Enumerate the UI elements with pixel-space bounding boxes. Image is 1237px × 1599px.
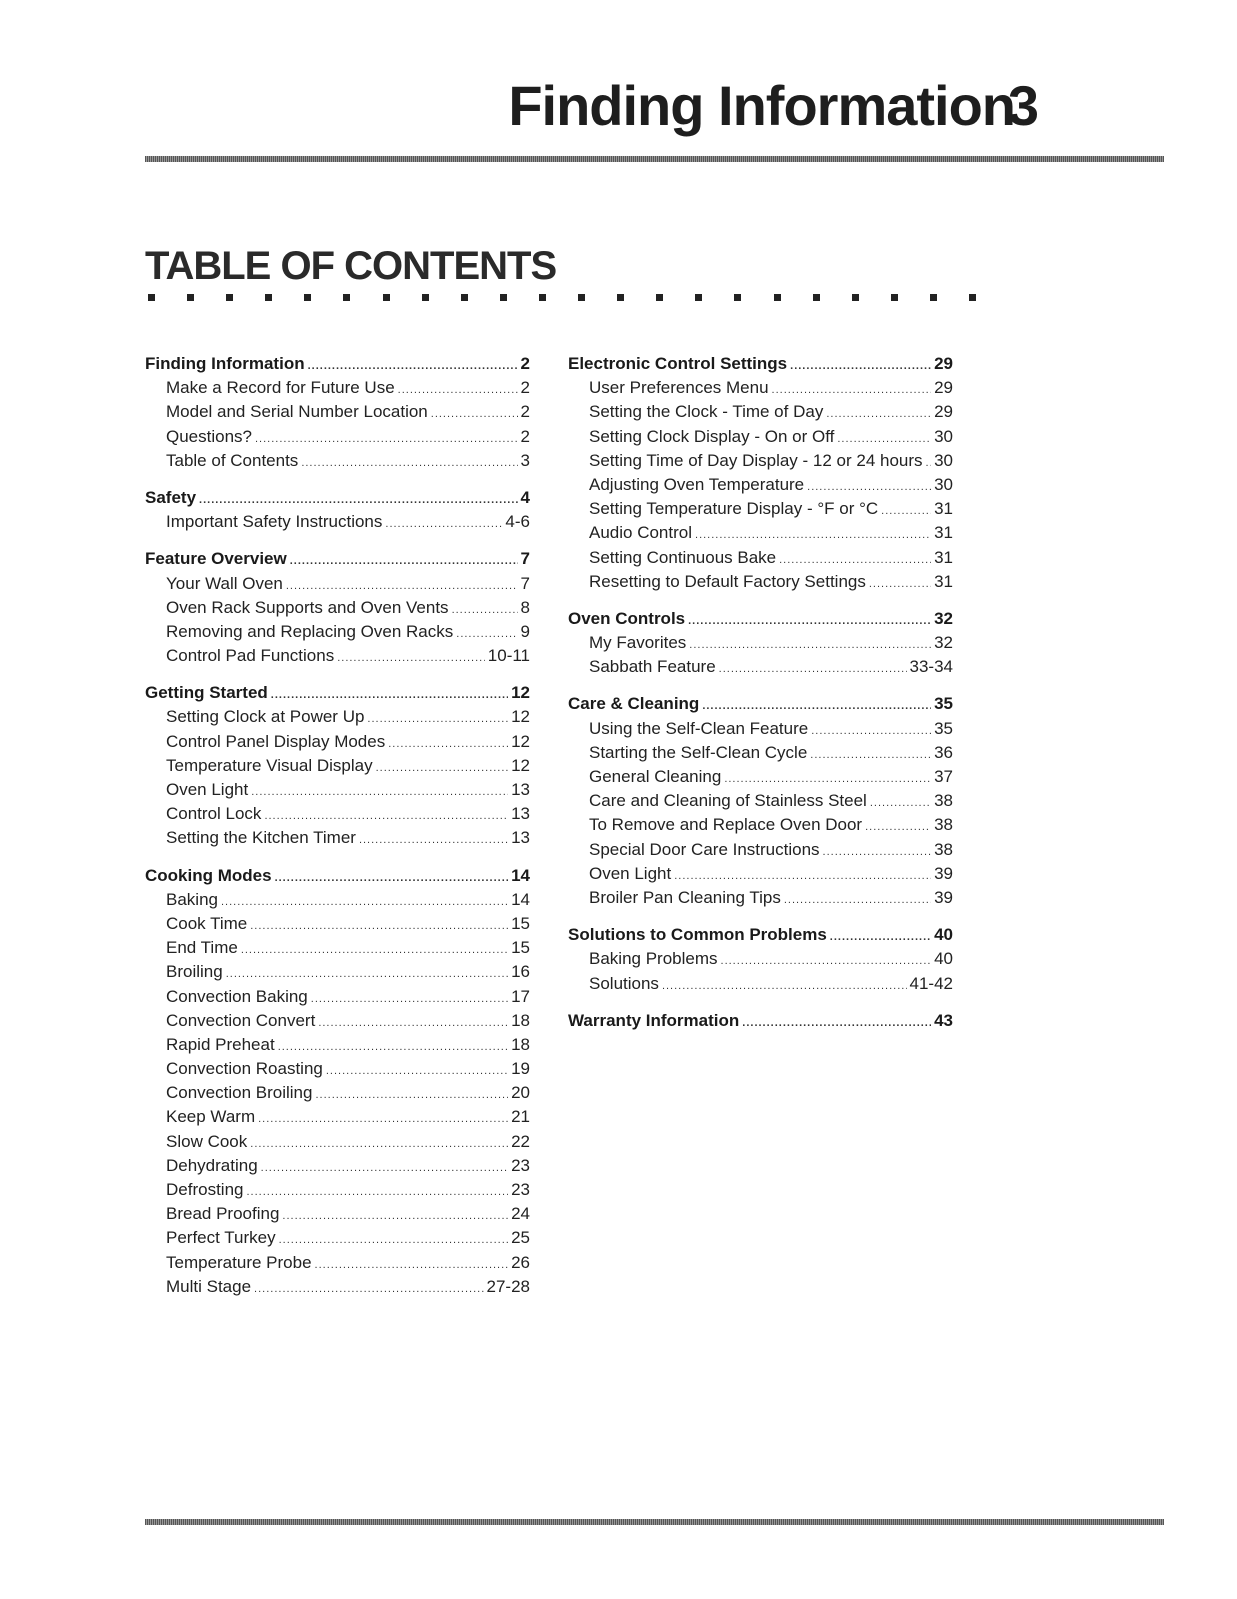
toc-right-column [568,352,953,1046]
toc-entry [145,1178,530,1202]
dot-leader [826,402,931,426]
toc-entry [145,802,530,826]
dot-leader [311,987,508,1011]
toc-entry-label: Important Safety Instructions [166,512,383,532]
toc-section-heading [568,1009,953,1033]
toc-entry-page: 30 [934,450,953,470]
toc-entry-page: 2 [520,426,530,446]
toc-entry-page: 39 [934,863,953,883]
dot-leader [702,694,931,718]
toc-entry-page: 10-11 [487,646,530,666]
toc-entry [145,1202,530,1226]
toc-entry-page: 2 [520,402,530,422]
toc-section-title: Oven Controls [568,608,686,628]
toc-section-page: 40 [934,925,953,945]
dot-leader [301,451,517,475]
toc-entry [568,741,953,765]
toc-section [145,864,530,1299]
toc-entry-page: 31 [934,547,953,567]
toc-entry-page: 13 [511,780,530,799]
toc-entry-page: 12 [511,707,530,727]
toc-entry [145,376,530,400]
toc-entry-label: Convection Baking [166,986,308,1006]
toc-section [145,352,530,473]
toc-entry-label: Setting Clock Display - On or Off [589,426,835,446]
toc-entry [145,620,530,644]
toc-entry-page: 31 [934,499,953,519]
toc-entry [568,972,953,996]
toc-section-title: Getting Started [145,683,268,703]
dot-leader [275,866,509,890]
toc-entry-label: Oven Light [589,863,672,883]
dot-leader [264,804,508,828]
dot-leader [881,499,931,523]
toc-entry [145,778,530,802]
toc-entry [568,570,953,594]
toc-entry-label: Control Pad Functions [166,646,335,666]
toc-section-heading [145,547,530,571]
toc-entry [145,425,530,449]
divider-square [930,294,937,301]
toc-section-heading [568,352,953,376]
dot-leader [674,864,931,888]
dot-leader [823,840,932,864]
dot-leader [721,949,932,973]
toc-entry-page: 8 [520,597,530,617]
dot-leader [282,1204,508,1228]
toc-section-title: Care & Cleaning [568,694,700,714]
toc-entry-label: Keep Warm [166,1107,256,1127]
toc-entry-label: Adjusting Oven Temperature [589,474,805,494]
toc-entry [145,1226,530,1250]
toc-entry-label: Control Lock [166,804,262,824]
dot-leader [662,974,907,998]
toc-entry [568,813,953,837]
toc-entry-page: 29 [934,402,953,422]
toc-section-page: 35 [934,694,953,714]
toc-entry [568,449,953,473]
dot-leader [271,683,508,707]
toc-entry [145,826,530,850]
dot-leader [456,622,517,646]
header-title: Finding Information [508,74,1015,137]
toc-entry-page: 38 [934,791,953,811]
bottom-rule [145,1519,1164,1525]
dot-leader [318,1011,508,1035]
toc-entry-page: 16 [511,962,530,982]
toc-entry-page: 19 [511,1059,530,1079]
toc-entry [145,644,530,668]
dot-leader [315,1083,508,1107]
toc-entry [568,947,953,971]
toc-section-heading [145,864,530,888]
toc-entry-page: 31 [934,571,953,591]
toc-section-title: Solutions to Common Problems [568,925,827,945]
toc-section-page: 43 [934,1010,953,1030]
dot-leader [784,888,931,912]
dot-leader [258,1107,508,1131]
dot-leader [870,791,931,815]
toc-section [145,547,530,668]
dot-leader [689,633,931,657]
toc-entry-label: Special Door Care Instructions [589,839,820,859]
toc-entry-page: 21 [511,1107,530,1127]
divider-square [891,294,898,301]
toc-entry-label: Setting Clock at Power Up [166,707,365,727]
dot-leader [779,548,931,572]
divider-square [422,294,429,301]
toc-entry [568,655,953,679]
toc-entry-label: Defrosting [166,1180,244,1199]
toc-entry-page: 31 [934,523,953,543]
toc-entry [568,473,953,497]
toc-entry [145,596,530,620]
toc-entry-page: 13 [511,828,530,848]
toc-entry-page: 14 [511,889,530,909]
toc-entry-page: 38 [934,815,953,835]
toc-entry-label: End Time [166,938,238,958]
toc-entry [145,960,530,984]
dot-leader [926,451,932,475]
toc-entry-page: 36 [934,742,953,762]
dot-leader [290,549,518,573]
toc-section-heading [145,352,530,376]
toc-entry-label: Control Panel Display Modes [166,731,386,751]
toc-entry-label: Slow Cook [166,1131,248,1151]
divider-square [813,294,820,301]
toc-section-heading [145,681,530,705]
toc-entry-page: 30 [934,426,953,446]
toc-entry-label: Broiling [166,962,223,982]
toc-entry [568,631,953,655]
toc-entry [145,572,530,596]
toc-entry-page: 3 [520,450,530,470]
toc-entry-label: Setting Time of Day Display - 12 or 24 hours [589,450,923,470]
toc-entry [145,400,530,424]
toc-section-page: 7 [520,549,530,569]
toc-entry-page: 32 [934,633,953,653]
toc-entry-page: 33-34 [909,657,953,677]
toc-entry-page: 35 [934,718,953,738]
divider-square [383,294,390,301]
divider-square [969,294,976,301]
divider-square [656,294,663,301]
toc-entry-label: Temperature Visual Display [166,755,373,775]
toc-section-heading [568,607,953,631]
toc-entry-label: Sabbath Feature [589,657,716,677]
toc-entry-label: Audio Control [589,523,693,543]
dot-leader [810,743,931,767]
toc-entry-page: 15 [511,913,530,933]
toc-section-title: Finding Information [145,354,305,373]
toc-entry [145,1154,530,1178]
dot-leader [221,890,508,914]
toc-section-heading [568,692,953,716]
toc-entry [145,1275,530,1299]
toc-entry [145,730,530,754]
toc-entry-label: Convection Roasting [166,1059,323,1079]
dot-leader [337,646,485,670]
toc-heading: TABLE OF CONTENTS [145,244,557,288]
dot-leader [251,780,508,804]
toc-entry-page: 12 [511,755,530,775]
toc-entry-page: 7 [520,573,530,593]
toc-entry-label: Baking Problems [589,949,718,969]
toc-section [568,1009,953,1033]
toc-entry-page: 27-28 [486,1276,530,1296]
toc-entry-page: 29 [934,378,953,398]
toc-entry [145,1033,530,1057]
toc-section-page: 12 [511,683,530,703]
toc-section-title: Safety [145,487,197,507]
divider-square [617,294,624,301]
toc-entry [568,886,953,910]
dot-leader [431,402,518,426]
toc-entry-page: 17 [511,986,530,1006]
toc-entry-page: 18 [511,1034,530,1054]
toc-entry-page: 22 [511,1131,530,1151]
dot-leader [286,574,518,598]
dot-leader [772,378,932,402]
toc-entry-label: Solutions [589,973,659,993]
toc-entry-label: Care and Cleaning of Stainless Steel [589,791,867,811]
toc-entry-page: 18 [511,1010,530,1030]
toc-section-title: Feature Overview [145,549,287,569]
toc-entry [145,754,530,778]
toc-entry-label: Using the Self-Clean Feature [589,718,809,738]
toc-entry [568,546,953,570]
toc-section [568,352,953,594]
toc-entry-page: 41-42 [909,973,953,993]
divider-square [187,294,194,301]
toc-entry [145,1251,530,1275]
divider-square [852,294,859,301]
toc-entry-page: 13 [511,804,530,824]
toc-section [145,486,530,534]
header-page-number: 3 [1007,74,1039,137]
dot-leader [830,925,931,949]
toc-entry-label: Convection Broiling [166,1083,313,1103]
toc-entry-label: Cook Time [166,913,248,933]
toc-section [568,692,953,910]
dot-leader [388,732,508,756]
dot-leader [246,1180,508,1204]
toc-entry-label: Table of Contents [166,450,299,470]
toc-square-divider [148,294,976,304]
toc-entry-page: 2 [520,378,530,398]
toc-entry [568,789,953,813]
dot-leader [278,1035,508,1059]
divider-square [695,294,702,301]
toc-entry [568,521,953,545]
dot-leader [790,354,931,378]
dot-leader [695,523,931,547]
divider-square [774,294,781,301]
toc-entry [145,510,530,534]
toc-entry-page: 25 [511,1228,530,1248]
divider-square [343,294,350,301]
toc-entry-page: 26 [511,1252,530,1272]
toc-entry-label: Model and Serial Number Location [166,402,428,422]
toc-section-heading [145,486,530,510]
toc-left-column [145,352,530,1312]
dot-leader [452,598,518,622]
toc-entry [145,1009,530,1033]
toc-entry-label: Bread Proofing [166,1204,280,1224]
toc-entry [568,862,953,886]
toc-entry-label: My Favorites [589,633,687,653]
dot-leader [742,1011,931,1035]
toc-entry-label: Baking [166,889,218,909]
toc-entry-page: 30 [934,474,953,494]
toc-entry-page: 15 [511,938,530,958]
toc-entry-page: 23 [511,1180,530,1199]
toc-entry [145,1130,530,1154]
dot-leader [308,354,518,378]
toc-entry-page: 9 [520,621,530,641]
dot-leader [261,1156,508,1180]
toc-entry-page: 24 [511,1204,530,1224]
toc-entry [568,497,953,521]
toc-entry [145,1081,530,1105]
divider-square [734,294,741,301]
dot-leader [250,914,508,938]
dot-leader [837,427,931,451]
toc-entry-label: Convection Convert [166,1010,316,1030]
toc-entry [568,400,953,424]
toc-section-page: 32 [934,608,953,628]
toc-entry-page: 39 [934,887,953,907]
dot-leader [865,815,931,839]
toc-section-page: 2 [520,354,530,373]
dot-leader [688,609,931,633]
toc-entry-label: Temperature Probe [166,1252,312,1272]
toc-entry-page: 23 [511,1155,530,1175]
divider-square [226,294,233,301]
toc-entry-label: Setting the Clock - Time of Day [589,402,824,422]
dot-leader [326,1059,508,1083]
toc-entry-label: General Cleaning [589,767,722,786]
dot-leader [719,657,907,681]
toc-entry [568,838,953,862]
toc-entry-label: Your Wall Oven [166,573,283,593]
toc-entry-label: Questions? [166,426,252,446]
dot-leader [199,488,518,512]
toc-entry-label: Setting Continuous Bake [589,547,777,567]
top-rule [145,156,1164,162]
toc-entry-label: User Preferences Menu [589,378,769,398]
toc-entry-label: Setting the Kitchen Timer [166,828,356,848]
toc-entry-label: Resetting to Default Factory Settings [589,571,866,591]
dot-leader [241,938,508,962]
toc-entry [145,888,530,912]
toc-entry-label: To Remove and Replace Oven Door [589,815,863,835]
dot-leader [367,707,508,731]
toc-entry [145,705,530,729]
toc-entry-page: 12 [511,731,530,751]
toc-section-page: 14 [511,865,530,885]
dot-leader [869,572,931,596]
toc-entry [145,1105,530,1129]
divider-square [265,294,272,301]
toc-entry [145,1057,530,1081]
toc-section [145,681,530,850]
dot-leader [250,1132,508,1156]
toc-entry-label: Starting the Self-Clean Cycle [589,742,808,762]
toc-entry-label: Make a Record for Future Use [166,378,395,398]
toc-section-page: 4 [520,487,530,507]
toc-entry [145,449,530,473]
toc-section-title: Electronic Control Settings [568,354,788,373]
toc-entry-page: 4-6 [505,512,530,532]
toc-entry-label: Oven Light [166,780,249,799]
toc-entry-label: Multi Stage [166,1276,252,1296]
dot-leader [811,719,931,743]
dot-leader [315,1253,509,1277]
toc-entry [568,765,953,789]
toc-entry-label: Removing and Replacing Oven Racks [166,621,454,641]
toc-entry-label: Setting Temperature Display - °F or °C [589,499,879,519]
dot-leader [255,427,518,451]
dot-leader [226,962,508,986]
toc-entry-page: 20 [511,1083,530,1103]
dot-leader [254,1277,483,1301]
toc-entry-label: Perfect Turkey [166,1228,276,1248]
toc-entry-page: 38 [934,839,953,859]
toc-section [568,607,953,680]
dot-leader [724,767,931,791]
divider-square [500,294,507,301]
dot-leader [279,1228,508,1252]
dot-leader [359,828,508,852]
toc-entry-page: 40 [934,949,953,969]
dot-leader [376,756,508,780]
divider-square [148,294,155,301]
divider-square [578,294,585,301]
toc-section-title: Cooking Modes [145,865,272,885]
toc-entry [145,985,530,1009]
dot-leader [398,378,518,402]
toc-section-title: Warranty Information [568,1010,740,1030]
toc-entry [568,376,953,400]
toc-section-page: 29 [934,354,953,373]
toc-entry-label: Dehydrating [166,1155,258,1175]
divider-square [304,294,311,301]
divider-square [461,294,468,301]
dot-leader [807,475,931,499]
toc-entry-label: Broiler Pan Cleaning Tips [589,887,781,907]
toc-entry [145,936,530,960]
dot-leader [385,512,502,536]
toc-entry-label: Oven Rack Supports and Oven Vents [166,597,449,617]
toc-section-heading [568,923,953,947]
divider-square [539,294,546,301]
toc-entry-page: 37 [934,767,953,786]
toc-entry-label: Rapid Preheat [166,1034,275,1054]
toc-entry [145,912,530,936]
toc-section [568,923,953,996]
toc-entry [568,717,953,741]
toc-entry [568,425,953,449]
